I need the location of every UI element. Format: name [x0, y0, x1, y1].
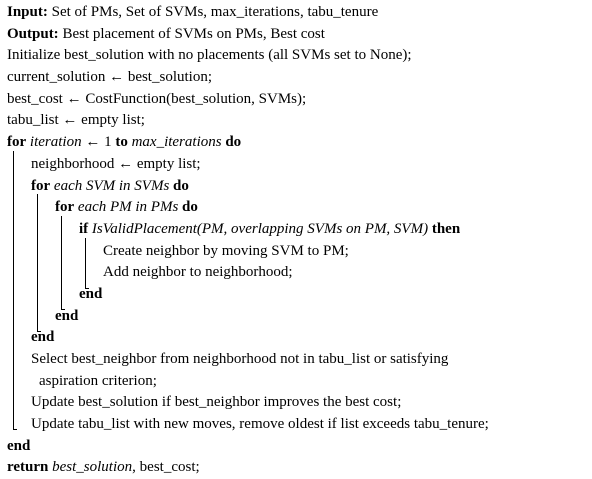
init-best-text: Initialize best_solution with no placements (all SVMs set to None);: [7, 47, 412, 64]
block-bar-for-svm: [37, 194, 38, 331]
if-keyword: if: [79, 220, 89, 237]
update-best-text: Update best_solution if best_neighbor improves the best cost;: [31, 394, 402, 411]
block-bar-for-iteration: [13, 151, 14, 429]
algo-line-output: [7, 24, 587, 46]
algo-line-add-neighbor: [7, 262, 587, 284]
return-cost: , best_cost;: [132, 459, 200, 476]
do-keyword: do: [182, 199, 198, 216]
algo-line-update-best: [7, 392, 587, 414]
for-keyword: for: [7, 134, 27, 151]
end-keyword: end: [31, 329, 55, 346]
algorithm-block: [7, 2, 587, 479]
block-bar-for-pm: [61, 216, 62, 309]
algo-line-neighborhood-init: [7, 154, 587, 176]
block-hook-if: [85, 288, 89, 289]
create-neighbor-text: Create neighbor by moving SVM to PM;: [103, 242, 349, 259]
neighborhood-init-text: neighborhood ← empty list;: [31, 155, 201, 172]
init-tabu-text: tabu_list ← empty list;: [7, 112, 145, 129]
return-solution: best_solution: [52, 459, 133, 476]
algo-line-init-cost: [7, 89, 587, 111]
then-keyword: then: [431, 220, 461, 237]
select-text-1: Select best_neighbor from neighborhood not in tabu_list or satisfying: [31, 351, 449, 367]
for-pm-text: each PM in PMs: [77, 199, 179, 216]
init-current-text: current_solution ← best_solution;: [7, 69, 212, 86]
output-label: Output:: [7, 25, 59, 42]
end-keyword: end: [55, 307, 79, 324]
input-text: Set of PMs, Set of SVMs, max_iterations, tabu_tenure: [51, 4, 379, 20]
end-keyword: end: [7, 437, 31, 454]
algo-line-create-neighbor: [7, 241, 587, 263]
iteration-var: iteration: [29, 134, 82, 151]
end-keyword: end: [79, 285, 103, 302]
output-text: Best placement of SVMs on PMs, Best cost: [62, 25, 325, 42]
init-cost-text: best_cost ← CostFunction(best_solution, SVMs);: [7, 90, 307, 107]
iteration-max: max_iterations: [131, 134, 222, 151]
algo-line-init-tabu: [7, 110, 587, 132]
update-tabu-text: Update tabu_list with new moves, remove oldest if list exceeds tabu_tenure;: [31, 416, 489, 433]
algo-line-for-iteration: [7, 132, 587, 154]
algo-line-init-current: [7, 67, 587, 89]
input-label: Input:: [7, 4, 48, 20]
algo-line-return: [7, 457, 587, 479]
algo-line-for-pm: [7, 197, 587, 219]
select-text-2: aspiration criterion;: [39, 372, 157, 389]
for-keyword: for: [55, 199, 75, 216]
algo-line-init-best: [7, 45, 587, 67]
algo-line-select-2: [7, 371, 587, 393]
algo-line-end-if: [7, 284, 587, 306]
algo-line-select-1: [7, 349, 587, 371]
to-keyword: to: [115, 134, 128, 151]
algo-line-update-tabu: [7, 414, 587, 436]
block-bar-if: [85, 238, 86, 288]
algo-line-end-for-pm: [7, 306, 587, 328]
algo-line-end-for-iteration: [7, 436, 587, 458]
do-keyword: do: [225, 134, 242, 151]
return-keyword: return: [7, 459, 49, 476]
algo-line-for-svm: [7, 176, 587, 198]
algo-line-if: [7, 219, 587, 241]
for-svm-text: each SVM in SVMs: [53, 177, 170, 194]
add-neighbor-text: Add neighbor to neighborhood;: [103, 264, 293, 281]
algo-line-end-for-svm: [7, 327, 587, 349]
algo-line-input: [7, 2, 587, 24]
block-hook-for-pm: [61, 309, 65, 310]
iteration-from: ← 1: [85, 134, 112, 151]
block-hook-for-svm: [37, 331, 41, 332]
block-hook-for-iteration: [13, 429, 17, 430]
for-keyword: for: [31, 177, 51, 194]
do-keyword: do: [173, 177, 189, 194]
if-condition: IsValidPlacement(PM, overlapping SVMs on PM, SVM): [91, 220, 429, 237]
